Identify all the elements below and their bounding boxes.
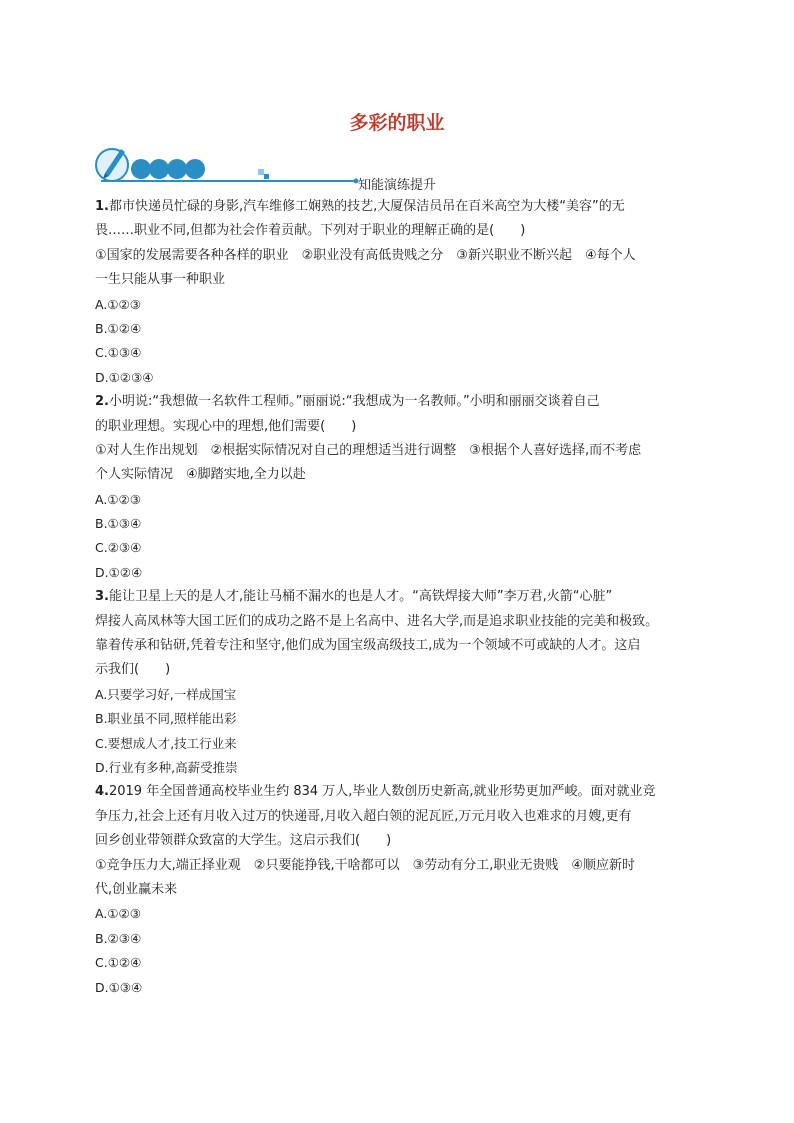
question-number: 3. xyxy=(95,589,109,605)
question-list xyxy=(95,195,715,1000)
answer-option: A.①②③ xyxy=(95,906,141,922)
answer-option: B.职业虽不同,照样能出彩 xyxy=(95,711,237,727)
statement-line: ①竞争压力大,端正择业观 ②只要能挣钱,干啥都可以 ③劳动有分工,职业无贵贱 ④顺应新时 xyxy=(95,857,636,873)
question-stem-line: 焊接人高凤林等大国工匠们的成功之路不是上名高中、进名大学,而是追求职业技能的完美和极致。 xyxy=(95,613,659,629)
question xyxy=(95,390,715,585)
answer-option: A.①②③ xyxy=(95,296,141,312)
question-stem-line: 回乡创业带领群众致富的大学生。这启示我们( ) xyxy=(95,833,392,849)
question-stem-line: 1.都市快递员忙碌的身影,汽车维修工娴熟的技艺,大厦保洁员吊在百米高空为大楼“美容”的无 xyxy=(95,199,625,214)
answer-option: D.行业有多种,高薪受推崇 xyxy=(95,759,238,775)
question-stem-line: 示我们( ) xyxy=(95,662,171,678)
question-stem-line: 3.能让卫星上天的是人才,能让马桶不漏水的也是人才。“高铁焊接大师”李万君,火箭“心脏” xyxy=(95,589,613,605)
answer-option: B.②③④ xyxy=(95,930,142,946)
question-stem-line: 2.小明说:“我想做一名软件工程师。”丽丽说:“我想成为一名教师。”小明和丽丽交谈着自己 xyxy=(95,394,600,410)
question xyxy=(95,195,715,390)
question-number: 4. xyxy=(95,784,109,800)
statement-line: 代,创业赢未来 xyxy=(95,881,178,897)
statement-line: 个人实际情况 ④脚踏实地,全力以赴 xyxy=(95,467,306,483)
answer-option: B.①②④ xyxy=(95,320,142,336)
small-squares-icon xyxy=(258,169,269,179)
question-stem-line: 的职业理想。实现心中的理想,他们需要( ) xyxy=(95,418,357,434)
answer-option: C.①②④ xyxy=(95,955,142,971)
question xyxy=(95,780,715,1000)
statement-line: ①对人生作出规划 ②根据实际情况对自己的理想适当进行调整 ③根据个人喜好选择,而不考虑 xyxy=(95,442,642,458)
page-title: 多彩的职业 xyxy=(349,112,445,134)
question-stem-line: 畏……职业不同,但都为社会作着贡献。下列对于职业的理解正确的是( ) xyxy=(95,223,526,239)
question-number: 2. xyxy=(95,394,109,410)
question-stem-line: 争压力,社会上还有月收入过万的快递哥,月收入超白领的泥瓦匠,万元月收入也难求的月嫂,更有 xyxy=(95,808,632,824)
answer-option: A.①②③ xyxy=(95,491,141,507)
question-number: 1. xyxy=(95,199,109,214)
answer-option: C.要想成人才,技工行业来 xyxy=(95,735,237,751)
answer-option: D.①③④ xyxy=(95,979,143,995)
pen-logo-icon xyxy=(96,149,128,181)
question-stem-line: 4.2019 年全国普通高校毕业生约 834 万人,毕业人数创历史新高,就业形势更加严峻。面对就业竞 xyxy=(95,784,656,800)
question xyxy=(95,585,715,780)
answer-option: C.②③④ xyxy=(95,540,142,556)
statement-line: 一生只能从事一种职业 xyxy=(95,272,226,288)
question-stem-line: 靠着传承和钻研,凭着专注和坚守,他们成为国宝级高级技工,成为一个领域不可或缺的人才。这启 xyxy=(95,638,641,654)
answer-option: D.①②④ xyxy=(95,564,143,580)
section-label: 知能演练提升 xyxy=(358,178,437,193)
answer-option: D.①②③④ xyxy=(95,369,154,385)
answer-option: A.只要学习好,一样成国宝 xyxy=(95,686,237,702)
answer-option: B.①③④ xyxy=(95,516,142,532)
decorative-dots-icon xyxy=(131,159,205,179)
answer-option: C.①③④ xyxy=(95,345,142,361)
statement-line: ①国家的发展需要各种各样的职业 ②职业没有高低贵贱之分 ③新兴职业不断兴起 ④每个人 xyxy=(95,247,636,263)
